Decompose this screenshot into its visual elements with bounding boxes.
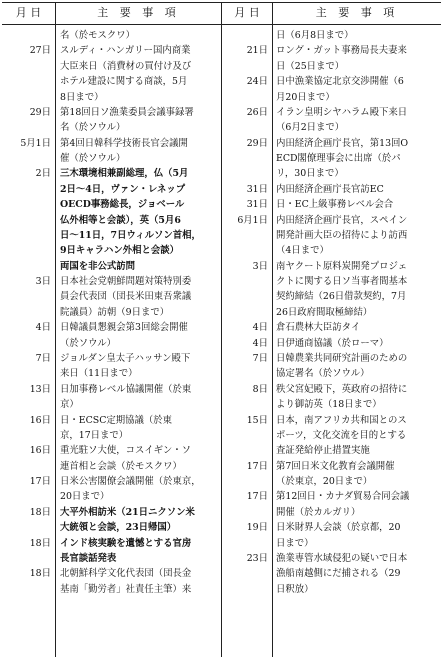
right-entry-date: 3日 [252, 260, 268, 272]
left-entry-line: 20日まで） [60, 491, 110, 503]
left-entry-line: 大統領と会談，23日帰国） [60, 522, 177, 534]
right-entry-line: （於東京，20日まで） [276, 476, 373, 488]
left-entry-line: 9日キャラハン外相と会談） [60, 245, 180, 257]
left-entry-line: 院議員）訪朝（9日まで） [60, 306, 170, 318]
right-entry-date: 6月1日 [237, 214, 268, 226]
left-entry-line: 大平外相訪米（21日ニクソン米 [60, 506, 195, 518]
left-entry-date: 16日 [29, 414, 51, 426]
left-date-header: 月 日 [15, 6, 42, 19]
left-entry-line: 名（於モスクワ） [60, 30, 136, 41]
right-entry-line: 倉石農林大臣訪タイ [276, 322, 361, 334]
right-entry-line: 日米財界人会談（於京都，20 [276, 522, 401, 534]
left-entry-date: 18日 [29, 568, 51, 580]
right-entry-line: 日まで） [276, 537, 314, 549]
right-date-divider [272, 2, 273, 657]
right-entry-line: 開発計画大臣の招待により訪西 [276, 229, 408, 241]
left-date-divider [55, 2, 56, 657]
left-entry-line: 北朝鮮科学文化代表団（団長金 [60, 568, 192, 580]
left-entry-line: 三木環境相兼副総理，仏（5月 [60, 168, 189, 180]
right-entry-line: 日（6月8日まで） [276, 30, 354, 41]
left-entry-line: 連首相と会談（於モスクワ） [60, 460, 182, 472]
right-entry-date: 4日 [252, 322, 268, 334]
right-entry-date: 8日 [252, 383, 268, 395]
right-entry-date: 24日 [246, 76, 268, 88]
right-entry-line: 第12回日・カナダ貿易合同会議 [276, 491, 410, 503]
left-entry-line: 日本社会党朝鮮問題対策特別委 [60, 276, 192, 288]
left-entry-line: 催（於ソウル） [60, 153, 126, 165]
right-entry-line: 漁業専管水域侵犯の疑いで日本 [276, 552, 408, 564]
left-entry-line: 日韓議員懇親会第3回総会開催 [60, 322, 188, 334]
left-entry-line: 員会代表団（団長米田東吾衆議 [60, 291, 192, 303]
left-entry-line: インド核実験を遺憾とする官房 [60, 537, 192, 549]
left-entry-line: 京） [60, 399, 79, 411]
right-entry-line: （4日まで） [276, 245, 329, 257]
left-entry-line: 仏外相等と会談），英（5月6 [60, 214, 181, 226]
left-entry-line: 第18回日ソ漁業委員会議事録署 [60, 106, 194, 118]
right-entry-line: 日伊通商協議（於ローマ） [276, 337, 389, 349]
right-entry-line: （6月2日まで） [276, 122, 345, 134]
right-entry-date: 26日 [246, 106, 268, 118]
left-entry-date: 29日 [29, 106, 51, 118]
left-entry-line: 名（於ソウル） [60, 122, 126, 134]
right-entry-line: 漁船南越側にだ捕される（29 [276, 568, 401, 580]
left-entry-line: ホテル建設に関する商談，5月 [60, 76, 188, 88]
left-entry-line: 長官談話発表 [60, 552, 117, 564]
right-entry-date: 29日 [246, 137, 268, 149]
right-entry-line: ECD閣僚理事会に出席（於パ [276, 153, 401, 165]
right-entry-line: リ，30日まで） [276, 168, 344, 180]
left-entry-date: 18日 [29, 537, 51, 549]
right-entry-date: 31日 [246, 183, 268, 195]
left-entry-line: 2日～4日，ヴァン・レネップ [60, 183, 186, 195]
left-entry-date: 2日 [35, 168, 51, 180]
right-entry-date: 17日 [246, 460, 268, 472]
left-entry-line: ジョルダン皇太子ハッサン殿下 [60, 352, 191, 364]
right-entry-date: 4日 [252, 337, 268, 349]
right-entry-line: 日韓農業共同研究計画のための [276, 352, 408, 364]
right-entry-line: 日中漁業協定北京交渉開催（6 [276, 76, 404, 88]
right-entry-line: 内田経済企画庁長官，第13回O [276, 137, 409, 149]
left-entry-line: 来日（11日まで） [60, 368, 138, 380]
right-entry-line: 内田経済企画庁長官訪EC [276, 183, 384, 195]
left-entry-line: 日米公害閣僚会議開催（於東京， [60, 476, 201, 488]
right-entry-line: 開催（於カルガリ） [276, 506, 361, 518]
right-entry-line: 秩父宮妃殿下，英政府の招待に [276, 383, 408, 395]
right-entry-line: 日・EC上級事務レベル会合 [276, 199, 394, 211]
left-entry-date: 5月1日 [20, 137, 51, 149]
right-events-header: 主 要 事 項 [315, 6, 399, 19]
right-entry-line: ロング・ガット事務局長夫妻来 [276, 45, 407, 57]
right-entry-date: 7日 [252, 352, 268, 364]
left-entry-line: スルディ・ハンガリー国内商業 [60, 45, 191, 57]
left-entry-line: 両国を非公式訪問 [60, 260, 136, 272]
right-entry-line: クトに関する日ソ当事者間基本 [276, 276, 408, 288]
right-entry-date: 21日 [246, 45, 268, 57]
left-entry-line: 基南「勤労者」社責任主筆）来 [60, 583, 192, 595]
left-events-header: 主 要 事 項 [97, 6, 180, 19]
right-entry-date: 23日 [246, 552, 268, 564]
right-entry-line: 日釈放） [276, 583, 314, 595]
left-entry-line: 第4回日韓科学技術長官会議開 [60, 137, 188, 149]
right-date-header: 月 日 [234, 6, 260, 19]
right-entry-date: 31日 [246, 199, 268, 211]
right-entry-line: ポーツ，文化交流を目的とする [276, 429, 407, 441]
right-entry-line: 南ヤクート原料炭開発プロジェ [276, 260, 408, 272]
right-entry-line: 日（25日まで） [276, 60, 345, 72]
left-entry-line: 日～11日，7日ウィルソン首相， [60, 229, 201, 241]
right-entry-line: 協定署名（於ソウル） [276, 368, 370, 380]
right-entry-date: 19日 [246, 522, 268, 534]
left-entry-date: 7日 [35, 352, 51, 364]
left-entry-date: 13日 [29, 383, 51, 395]
right-entry-date: 15日 [246, 414, 268, 426]
right-entry-line: 26日政府間取極締結） [276, 306, 373, 318]
left-entry-line: （於ソウル） [60, 337, 116, 349]
left-entry-date: 18日 [29, 506, 51, 518]
left-entry-date: 27日 [29, 45, 51, 57]
left-entry-date: 16日 [29, 445, 51, 457]
left-entry-date: 4日 [35, 322, 51, 334]
right-entry-line: イラン皇明シヤハラム殿下来日 [276, 106, 408, 118]
left-entry-line: 日加事務レベル協議開催（於東 [60, 383, 192, 395]
right-entry-line: 契約締結（26日借款契約，7月 [276, 291, 407, 303]
right-entry-date: 17日 [246, 491, 268, 503]
left-entry-line: OECD事務総長，ジョベール [60, 199, 185, 211]
left-entry-line: 8日まで） [60, 91, 104, 103]
left-entry-line: 重光駐ソ大使，コスイギン・ソ [60, 445, 191, 457]
right-entry-line: 内田経済企画庁長官，スペイン [276, 214, 408, 226]
right-entry-line: 第7回日米文化教育会議開催 [276, 460, 395, 472]
left-entry-line: 日・ECSC定期協議（於東 [60, 414, 172, 426]
right-entry-line: 月20日まで） [276, 91, 335, 103]
left-entry-date: 3日 [35, 276, 51, 288]
left-entry-date: 17日 [29, 476, 51, 488]
right-entry-line: 査証発給停止措置実施 [276, 445, 370, 457]
right-entry-line: 日本，南アフリカ共和国とのス [276, 414, 407, 426]
left-entry-line: 京，17日まで） [60, 429, 129, 441]
right-entry-line: より御訪英（18日まで） [276, 399, 382, 411]
left-entry-line: 大臣来日（消費材の買付け及び [60, 60, 192, 72]
